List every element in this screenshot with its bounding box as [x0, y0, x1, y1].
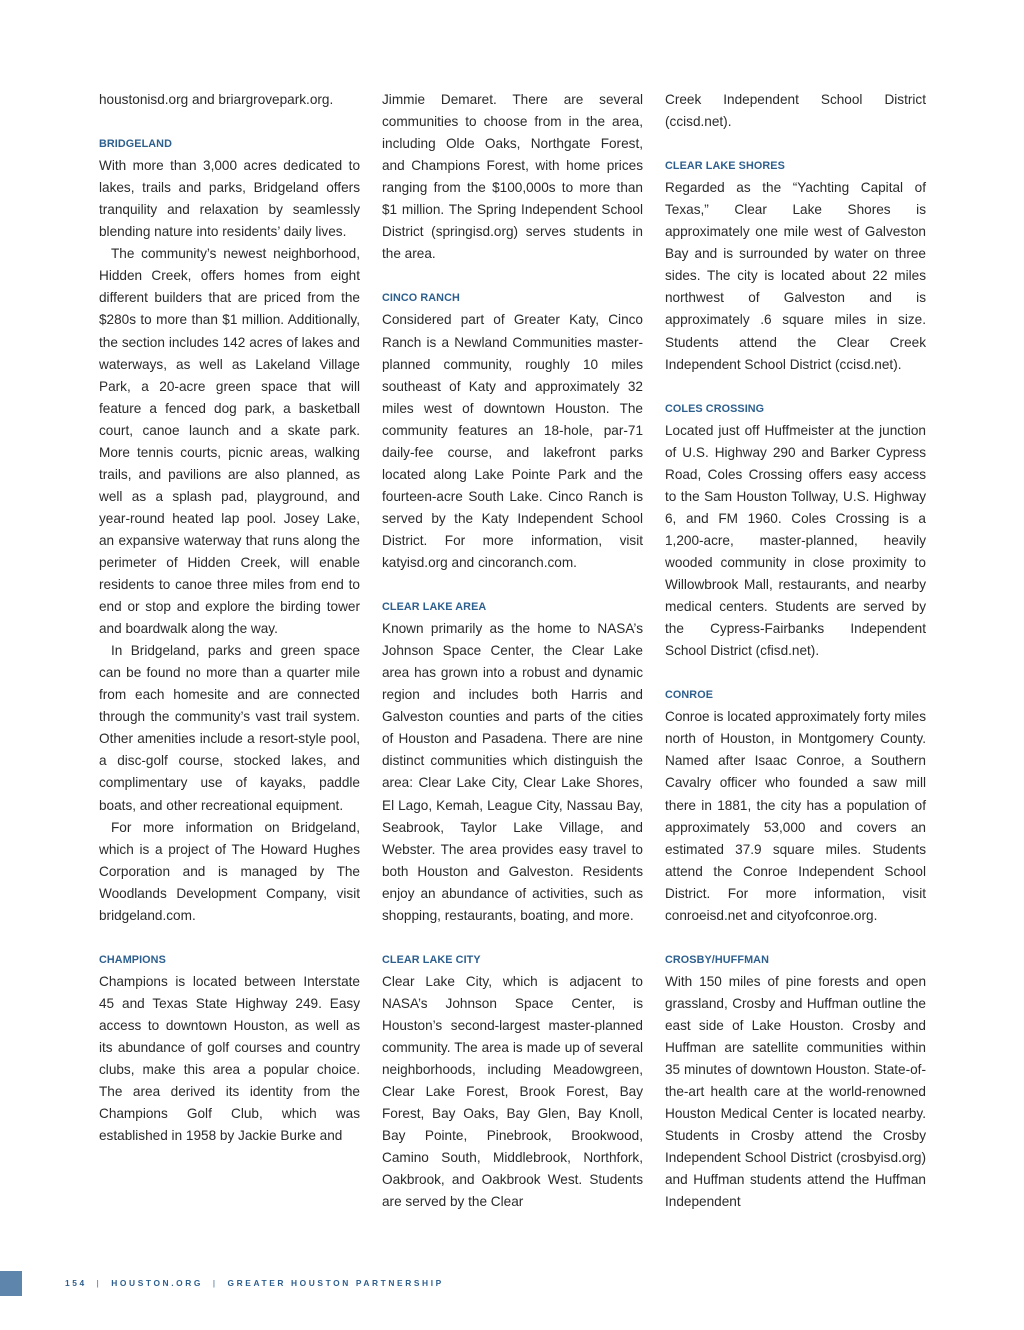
section-heading-clear-lake-city: CLEAR LAKE CITY	[382, 953, 481, 966]
paragraph: Considered part of Greater Katy, Cinco Ranch is a Newland Communities master-planned community, roughly 10 miles southeast of Katy and approximately 32 miles west of downtown Houston. The community features an 18-hole, par-71 daily-fee course, and lakefront parks located along Lake Pointe Park and the fourteen-acre South Lake. Cinco Ranch is served by the Katy Independent School District. For more information, visit katyisd.org and cincoranch.com.	[382, 312, 643, 570]
paragraph: Creek Independent School District (ccisd.net).	[665, 92, 926, 130]
section-heading-cinco-ranch: CINCO RANCH	[382, 292, 460, 305]
footer-separator: |	[212, 1278, 218, 1288]
page-footer	[65, 1278, 444, 1288]
section-heading-conroe: CONROE	[665, 689, 713, 702]
column-middle	[382, 89, 643, 1213]
paragraph: Regarded as the “Yachting Capital of Texas,” Clear Lake Shores is approximately one mile west of Galveston Bay and is surrounded by water on three sides. The city is located about 22 miles northwest of Galveston and is approximately .6 square miles in size. Students attend the Clear Creek Independent School District (ccisd.net).	[665, 180, 926, 372]
section-heading-coles-crossing: COLES CROSSING	[665, 402, 765, 415]
footer-site-link[interactable]: HOUSTON.ORG	[111, 1278, 204, 1288]
paragraph: Known primarily as the home to NASA’s Johnson Space Center, the Clear Lake area has grown into a robust and dynamic region and includes both Harris and Galveston counties and parts of the cities of Houston and Pasadena. There are nine distinct communities which distinguish the area: Clear Lake City, Clear Lake Shores, El Lago, Kemah, League City, Nassau Bay, Seabrook, Taylor Lake Village, and Webster. The area provides easy travel to both Houston and Galveston. Residents enjoy an abundance of activities, such as shopping, restaurants, boating, and more.	[382, 621, 643, 923]
section-heading-clear-lake-area: CLEAR LAKE AREA	[382, 601, 487, 614]
paragraph: With 150 miles of pine forests and open grassland, Crosby and Huffman outline the east side of Lake Houston. Crosby and Huffman are satellite communities within 35 minutes of downtown Houston. State-of-the-art health care at the world-renowned Houston Medical Center is located nearby. Students in Crosby attend the Crosby Independent School District (crosbyisd.org) and Huffman students attend the Huffman Independent	[665, 973, 926, 1210]
paragraph: The community’s newest neighborhood, Hidden Creek, offers homes from eight different builders that are priced from the $280s to more than $1 million. Additionally, the section includes 142 acres of lakes and waterways, as well as Lakeland Village Park, a 20-acre green space that will feature a fenced dog park, a basketball court, canoe launch and a skate park. More tennis courts, picnic areas, walking trails, and pavilions are also planned, as well as a splash pad, playground, and year-round heated lap pool. Josey Lake, an expansive waterway that runs along the perimeter of Hidden Creek, will enable residents to canoe three miles from end to end or stop and explore the birding tower and boardwalk along the way.	[99, 246, 360, 637]
paragraph: Jimmie Demaret. There are several communities to choose from in the area, including Olde Oaks, Northgate Forest, and Champions Forest, with home prices ranging from the $100,000s to more than $1 million. The Spring Independent School District (springisd.org) serves students in the area.	[382, 92, 643, 262]
section-heading-bridgeland: BRIDGELAND	[99, 138, 172, 151]
paragraph: In Bridgeland, parks and green space can be found no more than a quarter mile from each homesite and are connected through the community’s vast trail system. Other amenities include a resort-style pool, a disc-golf course, stocked lakes, and complimentary use of kayaks, paddle boats, and other recreational equipment.	[99, 643, 360, 813]
paragraph: Champions is located between Interstate 45 and Texas State Highway 249. Easy access to downtown Houston, as well as its abundance of golf courses and country clubs, make this area a popular choice. The area derived its identity from the Champions Golf Club, which was established in 1958 by Jackie Burke and	[99, 973, 360, 1144]
paragraph: Located just off Huffmeister at the junction of U.S. Highway 290 and Barker Cypress Road, Coles Crossing offers easy access to the Sam Houston Tollway, U.S. Highway 6, and FM 1960. Coles Crossing is a 1,200-acre, master-planned, heavily wooded community in close proximity to Willowbrook Mall, restaurants, and nearby medical centers. Students are served by the Cypress-Fairbanks Independent School District (cfisd.net).	[665, 422, 926, 659]
section-heading-clear-lake-shores: CLEAR LAKE SHORES	[665, 160, 785, 173]
section-heading-crosby-huffman: CROSBY/HUFFMAN	[665, 953, 769, 966]
footer-color-block	[0, 1271, 22, 1296]
paragraph: For more information on Bridgeland, which is a project of The Howard Hughes Corporation and is managed by The Woodlands Development Company, visit bridgeland.com.	[99, 819, 360, 923]
column-left	[99, 89, 360, 1147]
footer-separator: |	[96, 1278, 102, 1288]
column-right	[665, 89, 926, 1213]
footer-publisher: GREATER HOUSTON PARTNERSHIP	[227, 1278, 444, 1288]
paragraph: Conroe is located approximately forty miles north of Houston, in Montgomery County. Named after Isaac Conroe, a Southern Cavalry officer who founded a saw mill there in 1881, the city has a population of approximately 53,000 and covers an estimated 37.9 square miles. Students attend the Conroe Independent School District. For more information, visit conroeisd.net and cityofconroe.org.	[665, 709, 926, 923]
paragraph: With more than 3,000 acres dedicated to lakes, trails and parks, Bridgeland offers tranquility and relaxation by seamlessly blending nature into residents’ daily lives.	[99, 158, 360, 240]
section-heading-champions: CHAMPIONS	[99, 953, 166, 966]
paragraph: houstonisd.org and briargrovepark.org.	[99, 92, 334, 107]
paragraph: Clear Lake City, which is adjacent to NASA’s Johnson Space Center, is Houston’s second-largest master-planned community. The area is made up of several neighborhoods, including Meadowgreen, Clear Lake Forest, Brook Forest, Bay Forest, Bay Oaks, Bay Glen, Bay Knoll, Bay Pointe, Pinebrook, Brookwood, Camino South, Middlebrook, Northfork, Oakbrook, and Oakbrook West. Students are served by the Clear	[382, 973, 643, 1210]
page-number: 154	[65, 1278, 87, 1288]
